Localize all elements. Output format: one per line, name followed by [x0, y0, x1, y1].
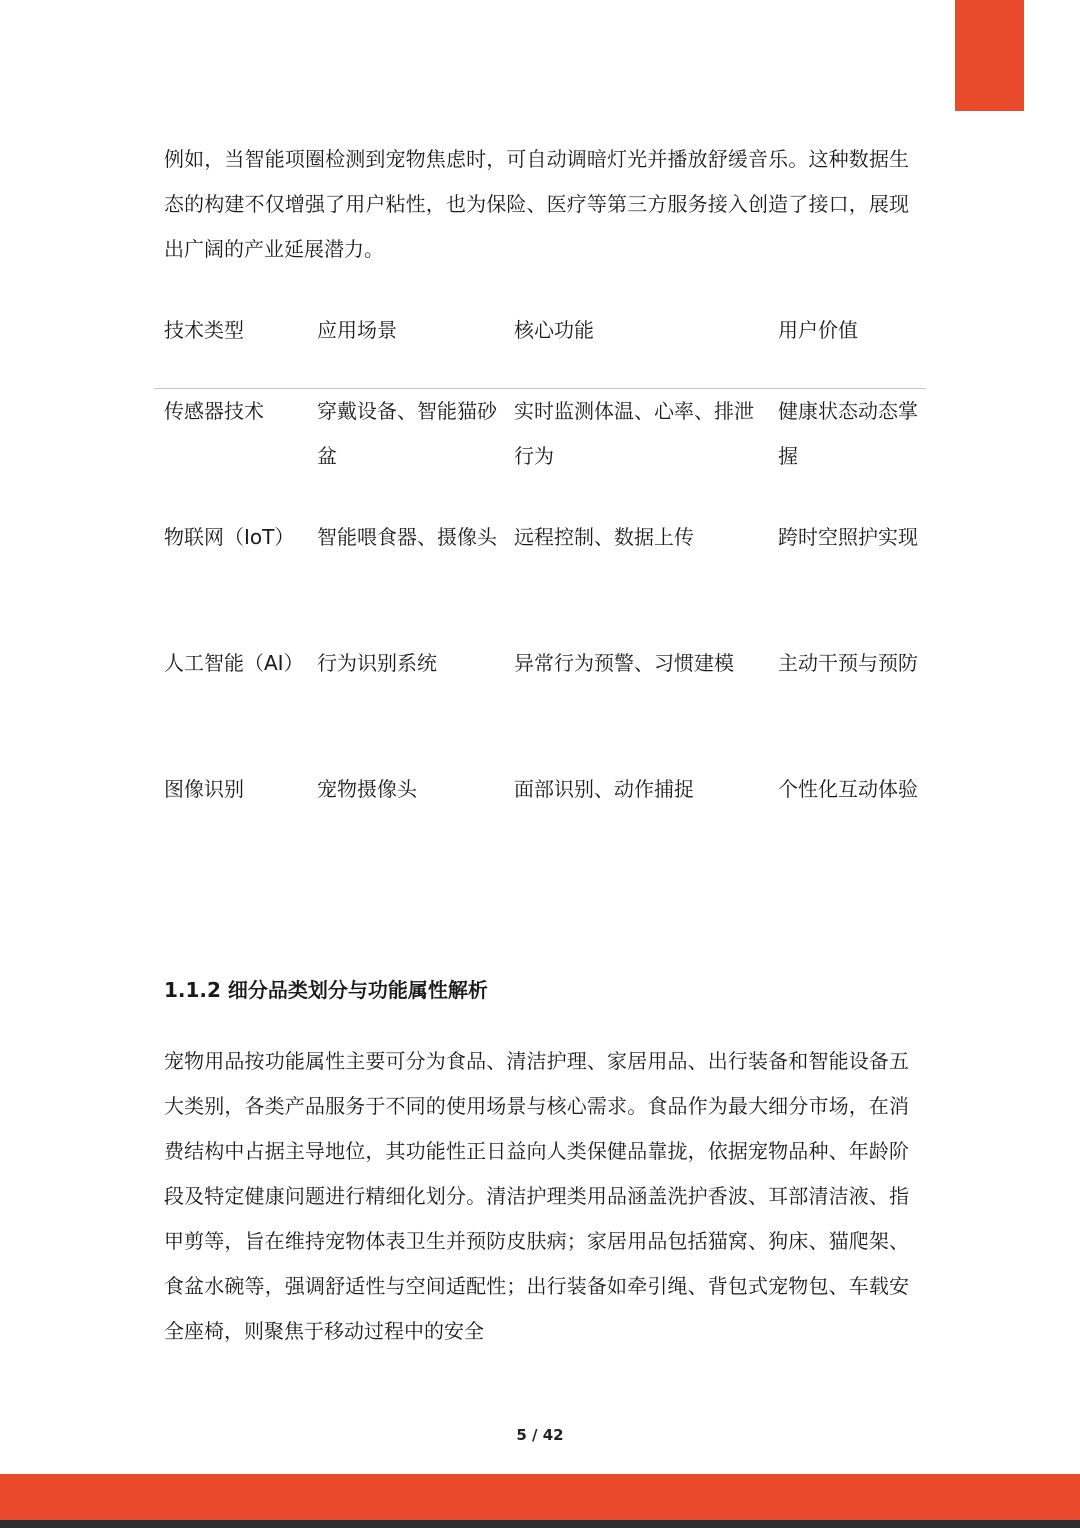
cell-tech-type: 人工智能（AI）	[164, 650, 304, 675]
table-row	[154, 389, 926, 515]
cell-scenario: 行为识别系统	[317, 650, 437, 675]
cell-tech-type: 传感器技术	[164, 399, 264, 423]
footer-accent-bar	[0, 1474, 1080, 1520]
table-row	[154, 641, 926, 767]
technology-table	[154, 300, 926, 893]
cell-user-value: 健康状态动态掌握	[778, 399, 918, 468]
header-user-value: 用户价值	[768, 300, 926, 389]
table-row	[154, 515, 926, 641]
footer-dark-strip	[0, 1520, 1080, 1528]
page-number: 5 / 42	[516, 1426, 564, 1444]
table-row	[154, 767, 926, 893]
cell-user-value: 个性化互动体验	[778, 776, 918, 801]
cell-tech-type: 图像识别	[164, 776, 244, 801]
cell-user-value: 跨时空照护实现	[778, 524, 918, 549]
header-core-function: 核心功能	[504, 300, 768, 389]
cell-tech-type: 物联网（IoT）	[164, 524, 295, 549]
cell-user-value: 主动干预与预防	[778, 650, 918, 675]
cell-core-function: 远程控制、数据上传	[514, 524, 694, 549]
cell-core-function: 异常行为预警、习惯建模	[514, 650, 734, 675]
intro-paragraph: 例如，当智能项圈检测到宠物焦虑时，可自动调暗灯光并播放舒缓音乐。这种数据生态的构建不仅增强了用户粘性，也为保险、医疗等第三方服务接入创造了接口，展现出广阔的产业延展潜力。	[164, 147, 909, 261]
cell-core-function: 面部识别、动作捕捉	[514, 776, 694, 801]
section-title: 1.1.2 细分品类划分与功能属性解析	[164, 978, 488, 1002]
cell-scenario: 智能喂食器、摄像头	[317, 524, 497, 549]
cell-scenario: 宠物摄像头	[317, 776, 417, 801]
cell-core-function: 实时监测体温、心率、排泄行为	[514, 399, 754, 468]
header-tech-type: 技术类型	[154, 300, 307, 389]
header-scenario: 应用场景	[307, 300, 504, 389]
body-paragraph: 宠物用品按功能属性主要可分为食品、清洁护理、家居用品、出行装备和智能设备五大类别，各类产品服务于不同的使用场景与核心需求。食品作为最大细分市场，在消费结构中占据主导地位，其功能性正日益向人类保健品靠拢，依据宠物品种、年龄阶段及特定健康问题进行精细化划分。清洁护理类用品涵盖洗护香波、耳部清洁液、指甲剪等，旨在维持宠物体表卫生并预防皮肤病；家居用品包括猫窝、狗床、猫爬架、食盆水碗等，强调舒适性与空间适配性；出行装备如牵引绳、背包式宠物包、车载安全座椅，则聚焦于移动过程中的安全	[164, 1049, 909, 1343]
cell-scenario: 穿戴设备、智能猫砂盆	[317, 399, 497, 468]
corner-accent-tab	[955, 0, 1024, 111]
table-header-row	[154, 300, 926, 389]
